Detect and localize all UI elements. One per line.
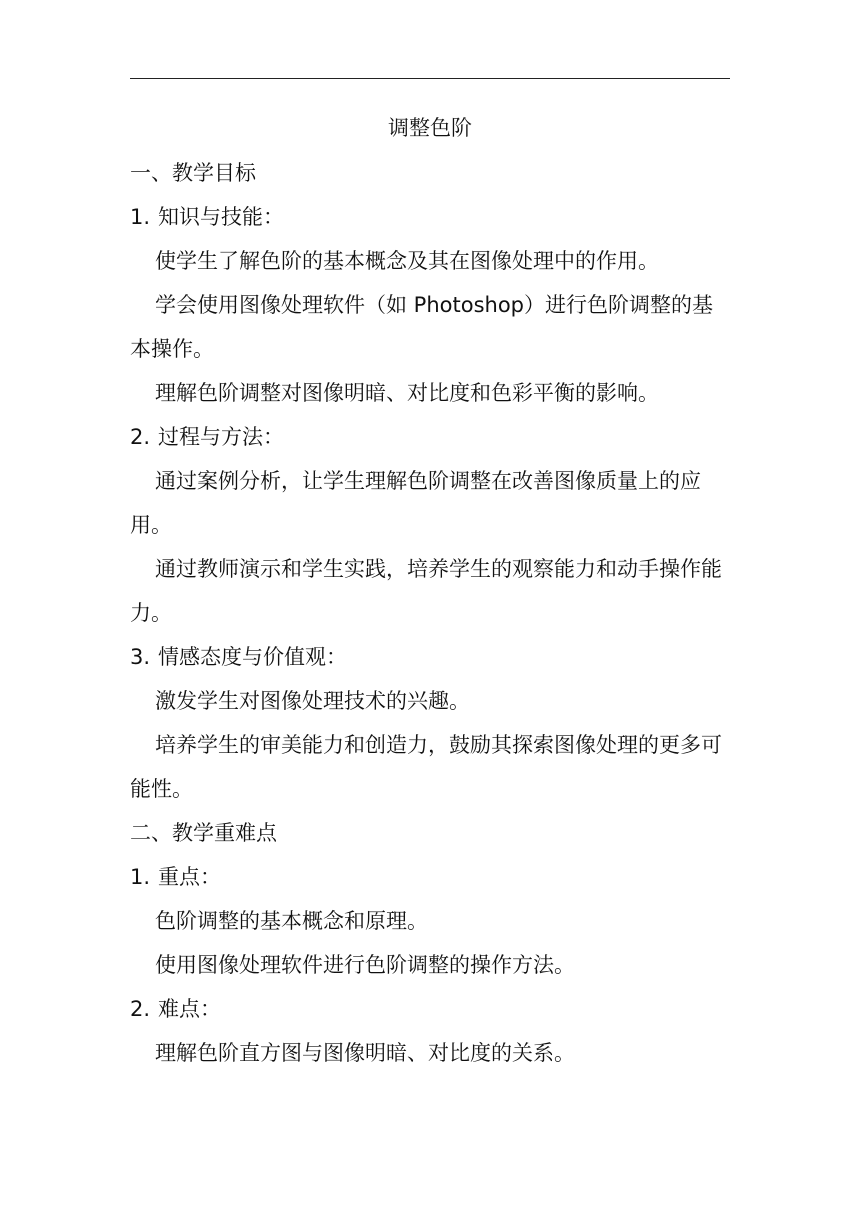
item-heading [130,415,730,459]
item-number: 2. [130,425,151,449]
item-heading [130,195,730,239]
paragraph: 通过教师演示和学生实践，培养学生的观察能力和动手操作能力。 [130,557,722,625]
item-label: 知识与技能： [158,205,284,229]
paragraph: 激发学生对图像处理技术的兴趣。 [155,689,470,713]
paragraph: 理解色阶调整对图像明暗、对比度和色彩平衡的影响。 [155,381,659,405]
item-label: 情感态度与价值观： [158,645,347,669]
item-heading [130,635,730,679]
item-label: 重点： [158,865,221,889]
document-title: 调整色阶 [388,116,472,140]
paragraph: 使学生了解色阶的基本概念及其在图像处理中的作用。 [155,249,659,273]
item-label: 过程与方法： [158,425,284,449]
item-heading [130,855,730,899]
section-heading: 一、教学目标 [130,161,256,185]
document-body [130,105,730,1075]
header-rule [130,78,730,79]
paragraph: 学会使用图像处理软件（如 Photoshop）进行色阶调整的基本操作。 [130,293,714,361]
item-number: 2. [130,997,151,1021]
section-heading: 二、教学重难点 [130,821,277,845]
item-label: 难点： [158,997,221,1021]
paragraph: 色阶调整的基本概念和原理。 [155,909,428,933]
item-heading [130,987,730,1031]
paragraph: 使用图像处理软件进行色阶调整的操作方法。 [155,953,575,977]
item-number: 3. [130,645,151,669]
paragraph: 培养学生的审美能力和创造力，鼓励其探索图像处理的更多可能性。 [130,733,722,801]
item-number: 1. [130,205,151,229]
item-number: 1. [130,865,151,889]
paragraph: 理解色阶直方图与图像明暗、对比度的关系。 [155,1041,575,1065]
paragraph: 通过案例分析，让学生理解色阶调整在改善图像质量上的应用。 [130,469,701,537]
